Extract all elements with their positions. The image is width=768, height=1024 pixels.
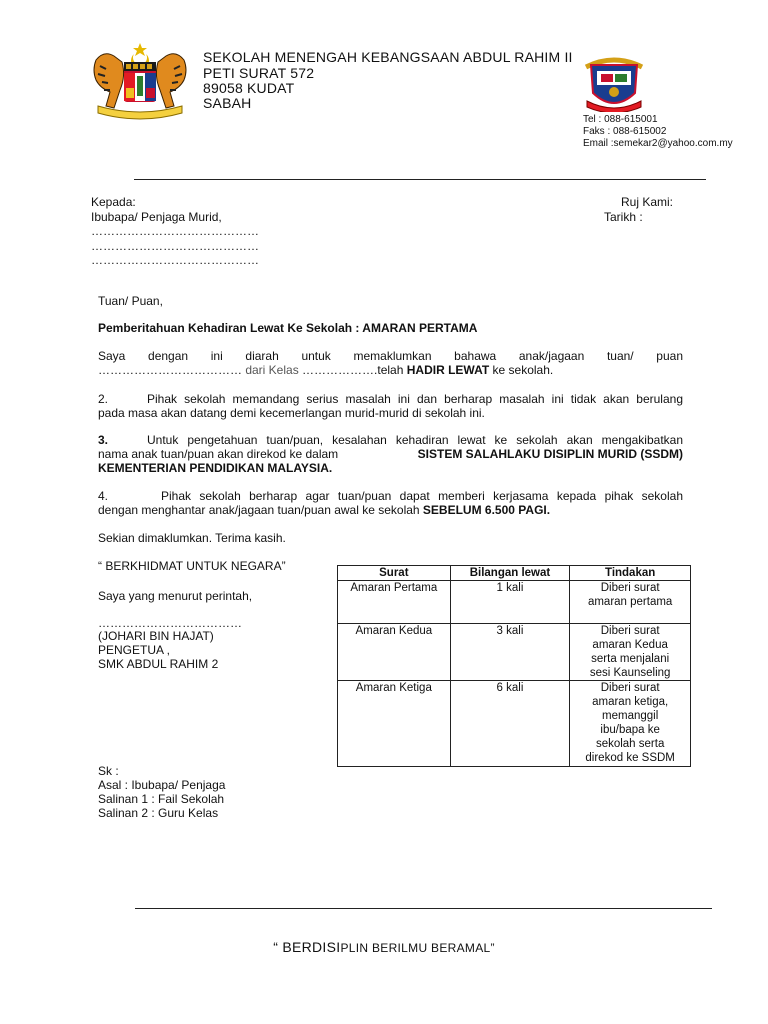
- letter-subject: Pemberitahuan Kehadiran Lewat Ke Sekolah : AMARAN PERTAMA: [98, 321, 478, 335]
- principal-title: PENGETUA ,: [98, 643, 171, 657]
- school-po-box: PETI SURAT 572: [203, 65, 315, 81]
- service-motto: “ BERKHIDMAT UNTUK NEGARA”: [98, 559, 286, 573]
- paragraph-2-number: 2.: [98, 392, 109, 406]
- surat-cell: Amaran Ketiga: [338, 681, 451, 767]
- cc-line: Asal : Ibubapa/ Penjaga: [98, 778, 226, 792]
- closing: Sekian dimaklumkan. Terima kasih.: [98, 531, 286, 545]
- tindakan-cell: Diberi surat amaran pertama: [570, 581, 691, 624]
- recipient: Ibubapa/ Penjaga Murid,: [91, 210, 222, 224]
- reference-label: Ruj Kami:: [621, 195, 674, 209]
- cc-line: Salinan 1 : Fail Sekolah: [98, 792, 225, 806]
- principal-name: (JOHARI BIN HAJAT): [98, 629, 214, 643]
- tindakan-cell: Diberi surat amaran ketiga, memanggil ibu/bapa ke sekolah serta direkod ke SSDM: [570, 681, 691, 767]
- table-row: [338, 624, 691, 681]
- paragraph-4-number: 4.: [98, 489, 109, 503]
- paragraph-2-line-2: pada masa akan datang demi kecemerlangan murid-murid di sekolah ini.: [98, 406, 485, 420]
- contact-tel: Tel : 088-615001: [583, 114, 658, 125]
- bilangan-cell: 3 kali: [450, 624, 570, 681]
- surat-cell: Amaran Kedua: [338, 624, 451, 681]
- paragraph-4-line-1: Pihak sekolah berharap agar tuan/puan dapat memberi kerjasama kepada pihak sekolah: [161, 489, 683, 503]
- surat-cell: Amaran Pertama: [338, 581, 451, 624]
- contact-email[interactable]: Email :semekar2@yahoo.com.my: [583, 138, 733, 149]
- salutation: Tuan/ Puan,: [98, 294, 163, 308]
- table-row: [338, 581, 691, 624]
- to-label: Kepada:: [91, 195, 136, 209]
- header-divider: [134, 179, 706, 180]
- paragraph-1-line-1: Saya dengan ini diarah untuk memaklumkan bahawa anak/jagaan tuan/ puan: [98, 349, 683, 363]
- school-state: SABAH: [203, 95, 252, 111]
- paragraph-3-line-3: KEMENTERIAN PENDIDIKAN MALAYSIA.: [98, 461, 333, 475]
- table-header-row: [338, 566, 691, 581]
- column-header: Surat: [338, 566, 451, 581]
- signature-line: ………………………………: [98, 616, 242, 630]
- bilangan-cell: 6 kali: [450, 681, 570, 767]
- cc-line: Salinan 2 : Guru Kelas: [98, 806, 219, 820]
- school-badge-logo: [583, 55, 645, 112]
- footer-motto: “ BERDISIPLIN BERILMU BERAMAL”: [273, 939, 495, 955]
- cc-label: Sk :: [98, 764, 119, 778]
- paragraph-2-line-1: Pihak sekolah memandang serius masalah ini dan berharap masalah ini tidak akan berulang: [147, 392, 683, 406]
- tindakan-cell: Diberi surat amaran Kedua serta menjalani sesi Kaunseling: [570, 624, 691, 681]
- table-row: [338, 681, 691, 767]
- bilangan-cell: 1 kali: [450, 581, 570, 624]
- paragraph-3-line-2: nama anak tuan/puan akan direkod ke dalam SISTEM SALAHLAKU DISIPLIN MURID (SSDM): [98, 447, 683, 461]
- school-postcode-city: 89058 KUDAT: [203, 80, 295, 96]
- date-label: Tarikh :: [604, 210, 643, 224]
- column-header: Tindakan: [570, 566, 691, 581]
- principal-school: SMK ABDUL RAHIM 2: [98, 657, 219, 671]
- column-header: Bilangan lewat: [450, 566, 570, 581]
- paragraph-3-number: 3.: [98, 433, 109, 447]
- paragraph-3-line-1: Untuk pengetahuan tuan/puan, kesalahan kehadiran lewat ke sekolah akan mengakibatkan: [147, 433, 683, 447]
- footer-divider: [135, 908, 712, 909]
- signature-order: Saya yang menurut perintah,: [98, 589, 253, 603]
- school-name: SEKOLAH MENENGAH KEBANGSAAN ABDUL RAHIM II: [203, 49, 573, 65]
- contact-fax: Faks : 088-615002: [583, 126, 667, 137]
- address-blank-line: ……………………………………: [91, 253, 259, 267]
- paragraph-4-line-2: dengan menghantar anak/jagaan tuan/puan awal ke sekolah SEBELUM 6.500 PAGI.: [98, 503, 551, 517]
- address-blank-line: ……………………………………: [91, 224, 259, 238]
- warning-table: [337, 565, 691, 767]
- paragraph-1-line-2: ……………………………… dari Kelas ……………….telah HADIR LEWAT ke sekolah.: [98, 363, 554, 377]
- coat-of-arms-logo: [88, 40, 192, 122]
- address-blank-line: ……………………………………: [91, 239, 259, 253]
